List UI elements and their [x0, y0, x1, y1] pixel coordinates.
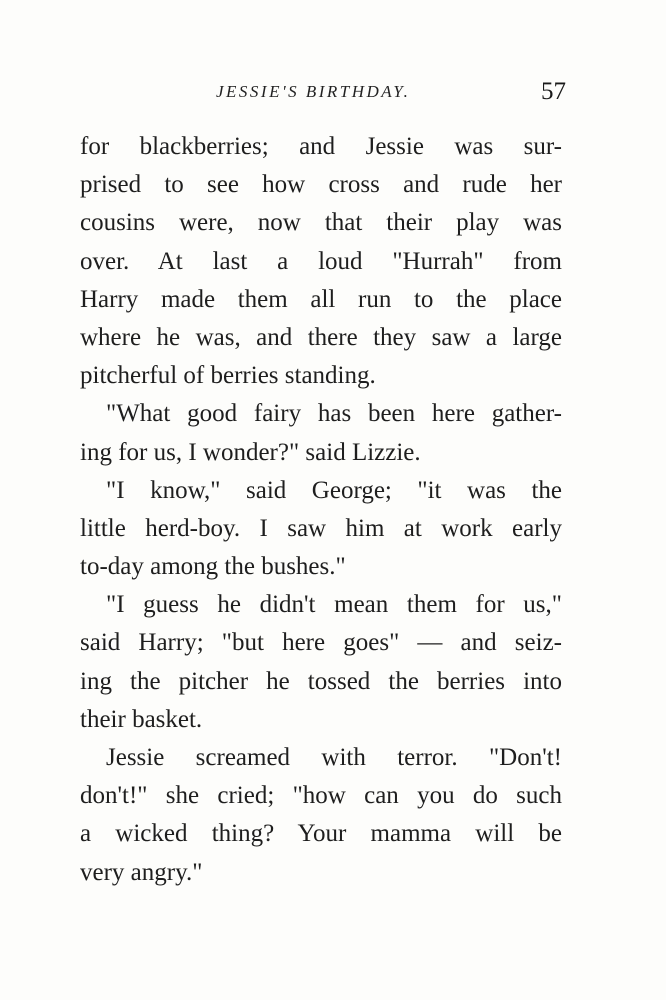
body-text: [80, 128, 562, 892]
text-line: little herd-boy. I saw him at work early: [80, 514, 562, 542]
text-line: where he was, and there they saw a large: [80, 323, 562, 351]
text-line: Harry made them all run to the place: [80, 285, 562, 313]
running-title: JESSIE'S BIRTHDAY.: [216, 82, 411, 101]
text-line: "I guess he didn't mean them for us,": [106, 591, 562, 619]
text-line: to-day among the bushes.": [80, 553, 346, 581]
text-line: don't!" she cried; "how can you do such: [80, 782, 562, 810]
text-line: prised to see how cross and rude her: [80, 171, 562, 199]
text-line: cousins were, now that their play was: [80, 209, 562, 237]
text-line: ing the pitcher he tossed the berries into: [80, 667, 562, 695]
text-line: for blackberries; and Jessie was sur-: [80, 133, 562, 160]
text-line: "I know," said George; "it was the: [106, 476, 562, 504]
text-line: "What good fairy has been here gather-: [106, 400, 562, 428]
running-head: [80, 78, 566, 108]
text-line: Jessie screamed with terror. "Don't!: [106, 744, 562, 771]
page-number: 57: [541, 78, 566, 105]
text-line: over. At last a loud "Hurrah" from: [80, 247, 562, 275]
text-line: very angry.": [80, 858, 203, 886]
text-line: pitcherful of berries standing.: [80, 362, 376, 390]
text-line: said Harry; "but here goes" — and seiz-: [80, 629, 562, 657]
text-line: a wicked thing? Your mamma will be: [80, 820, 562, 848]
text-line: ing for us, I wonder?" said Lizzie.: [80, 438, 421, 466]
text-line: their basket.: [80, 705, 203, 733]
